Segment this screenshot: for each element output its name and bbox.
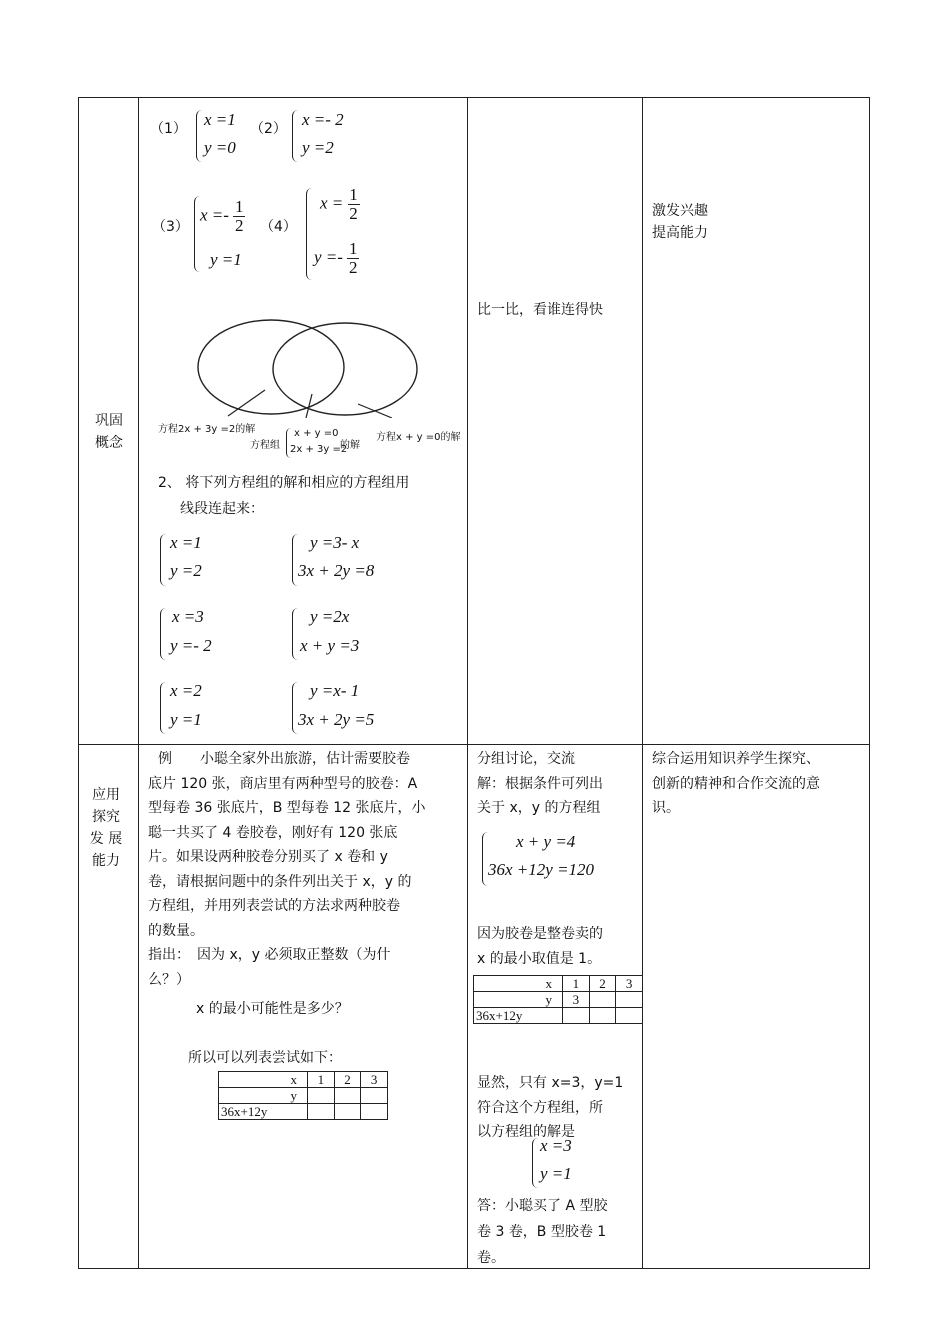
- table-row: 36x+12y: [219, 1104, 388, 1120]
- table-intro: 所以可以列表尝试如下：: [188, 1050, 342, 1066]
- discussion-text: 分组讨论，交流 解：根据条件可列出 关于 x，y 的方程组: [477, 751, 603, 816]
- table-row: 36x+12y: [474, 1008, 643, 1024]
- exercise-2-line-2: 线段连起来：: [180, 501, 264, 517]
- stage-label-consolidate: 巩固 概念: [95, 413, 123, 451]
- table-row: y: [219, 1088, 388, 1104]
- table-row: y 3: [474, 992, 643, 1008]
- venn-left-ellipse: [198, 320, 344, 414]
- venn-right-ellipse: [273, 323, 417, 415]
- conclusion-text: 显然，只有 x=3，y=1 符合这个方程组，所 以方程组的解是: [477, 1075, 624, 1140]
- table-row: x 1 2 3: [219, 1072, 388, 1088]
- student-activity-row1: 比一比，看谁连得快: [477, 302, 603, 318]
- intent-row1: 激发兴趣 提高能力: [652, 203, 708, 241]
- venn-right-label: 方程x + y =0的解: [376, 432, 461, 443]
- reason-text: 因为胶卷是整卷卖的 x 的最小取值是 1。: [477, 926, 603, 967]
- question-text: x 的最小可能性是多少？: [196, 1001, 349, 1017]
- stage-label-apply: 应用 探究 发 展 能力: [89, 787, 123, 869]
- problem-text: 例 小聪全家外出旅游，估计需要胶卷 底片 120 张，商店里有两种型号的胶卷：A 型每卷 36 张底片，B 型每卷 12 张底片，小 聪一共买了 4 卷胶卷，刚好有 120 张底 片。如果设两种胶卷分别买了 x 卷和 y 卷，请根据问题中的条件列出关于 x，y 的 方程组，并用列表尝试的方法求两种胶卷 的数量。 指出： 因为 x，y 必须取正整数（为什 么？）: [148, 751, 426, 988]
- trial-table-filled: [473, 975, 643, 1024]
- exercise-2-line-1: 2、 将下列方程组的解和相应的方程组用: [158, 475, 410, 491]
- intent-row2: 综合运用知识养学生探究、 创新的精神和合作交流的意 识。: [652, 751, 820, 816]
- answer-text: 答：小聪买了 A 型胶 卷 3 卷，B 型胶卷 1 卷。: [477, 1198, 608, 1266]
- venn-left-label: 方程2x + 3y =2的解: [158, 424, 256, 435]
- trial-table-blank: [218, 1071, 388, 1120]
- venn-diagram: [140, 318, 465, 418]
- table-row: x 1 2 3: [474, 976, 643, 992]
